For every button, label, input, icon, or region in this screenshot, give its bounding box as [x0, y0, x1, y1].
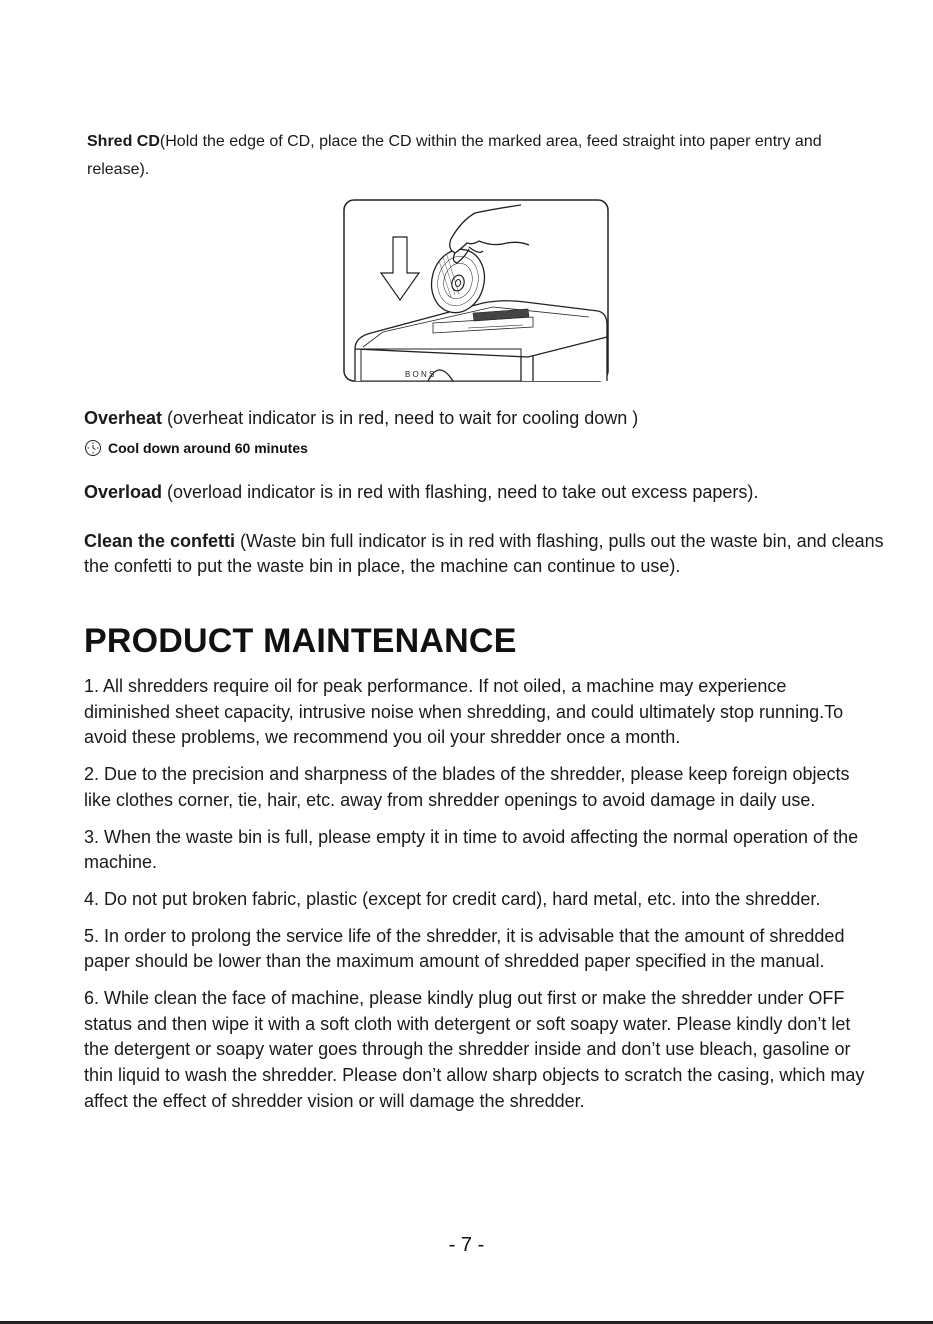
maintenance-heading: PRODUCT MAINTENANCE: [84, 622, 517, 660]
svg-text:B O N S: B O N S: [405, 370, 435, 379]
overload-text: (overload indicator is in red with flashing, need to take out excess papers).: [162, 482, 759, 502]
cooldown-note: [84, 436, 308, 460]
overheat-text: (overheat indicator is in red, need to wait for cooling down ): [162, 408, 639, 428]
shred-cd-paragraph: [87, 128, 847, 184]
clean-confetti-title: Clean the confetti: [84, 531, 236, 551]
maintenance-item: 4. Do not put broken fabric, plastic (except for credit card), hard metal, etc. into the shredder.: [84, 888, 821, 909]
maintenance-item: 2. Due to the precision and sharpness of the blades of the shredder, please keep foreign objects like clothes corner, tie, hair, etc. away from shredder openings to avoid damage in daily use.: [84, 764, 850, 810]
cooldown-text: Cool down around 60 minutes: [108, 440, 308, 456]
shred-cd-illustration: [343, 199, 609, 382]
overheat-paragraph: [84, 406, 884, 431]
maintenance-item: 3. When the waste bin is full, please empty it in time to avoid affecting the normal operation of the machine.: [84, 826, 859, 873]
maintenance-item: 1. All shredders require oil for peak performance. If not oiled, a machine may experience diminished sheet capacity, intrusive noise when shredding, and could ultimately stop running.To avoid these problems, we recommend you oil your shredder once a month.: [84, 676, 844, 748]
clock-icon: [84, 439, 102, 457]
overheat-title: Overheat: [84, 408, 163, 428]
overload-paragraph: [84, 480, 884, 505]
overload-title: Overload: [84, 482, 163, 502]
shred-cd-title: Shred CD: [87, 133, 160, 150]
maintenance-item: 6. While clean the face of machine, please kindly plug out first or make the shredder under OFF status and then wipe it with a soft cloth with detergent or soft soapy water. Please kindly don’t let the detergent or soapy water goes through the shredder inside and don’t use bleach, gasoline or thin liquid to wash the shredder. Please don’t allow sharp objects to scratch the casing, which may affect the effect of shredder vision or will damage the shredder.: [84, 988, 865, 1111]
shred-cd-text: (Hold the edge of CD, place the CD within the marked area, feed straight into paper entry and release).: [87, 133, 822, 178]
page-number: - 7 -: [448, 1234, 485, 1256]
maintenance-list: [84, 674, 874, 1126]
clean-confetti-text: (Waste bin full indicator is in red with flashing, pulls out the waste bin, and cleans the confetti to put the waste bin in place, the machine can continue to use).: [84, 531, 884, 576]
clean-confetti-paragraph: [84, 529, 884, 579]
maintenance-item: 5. In order to prolong the service life of the shredder, it is advisable that the amount of shredded paper should be lower than the maximum amount of shredded paper specified in the manual.: [84, 925, 845, 972]
